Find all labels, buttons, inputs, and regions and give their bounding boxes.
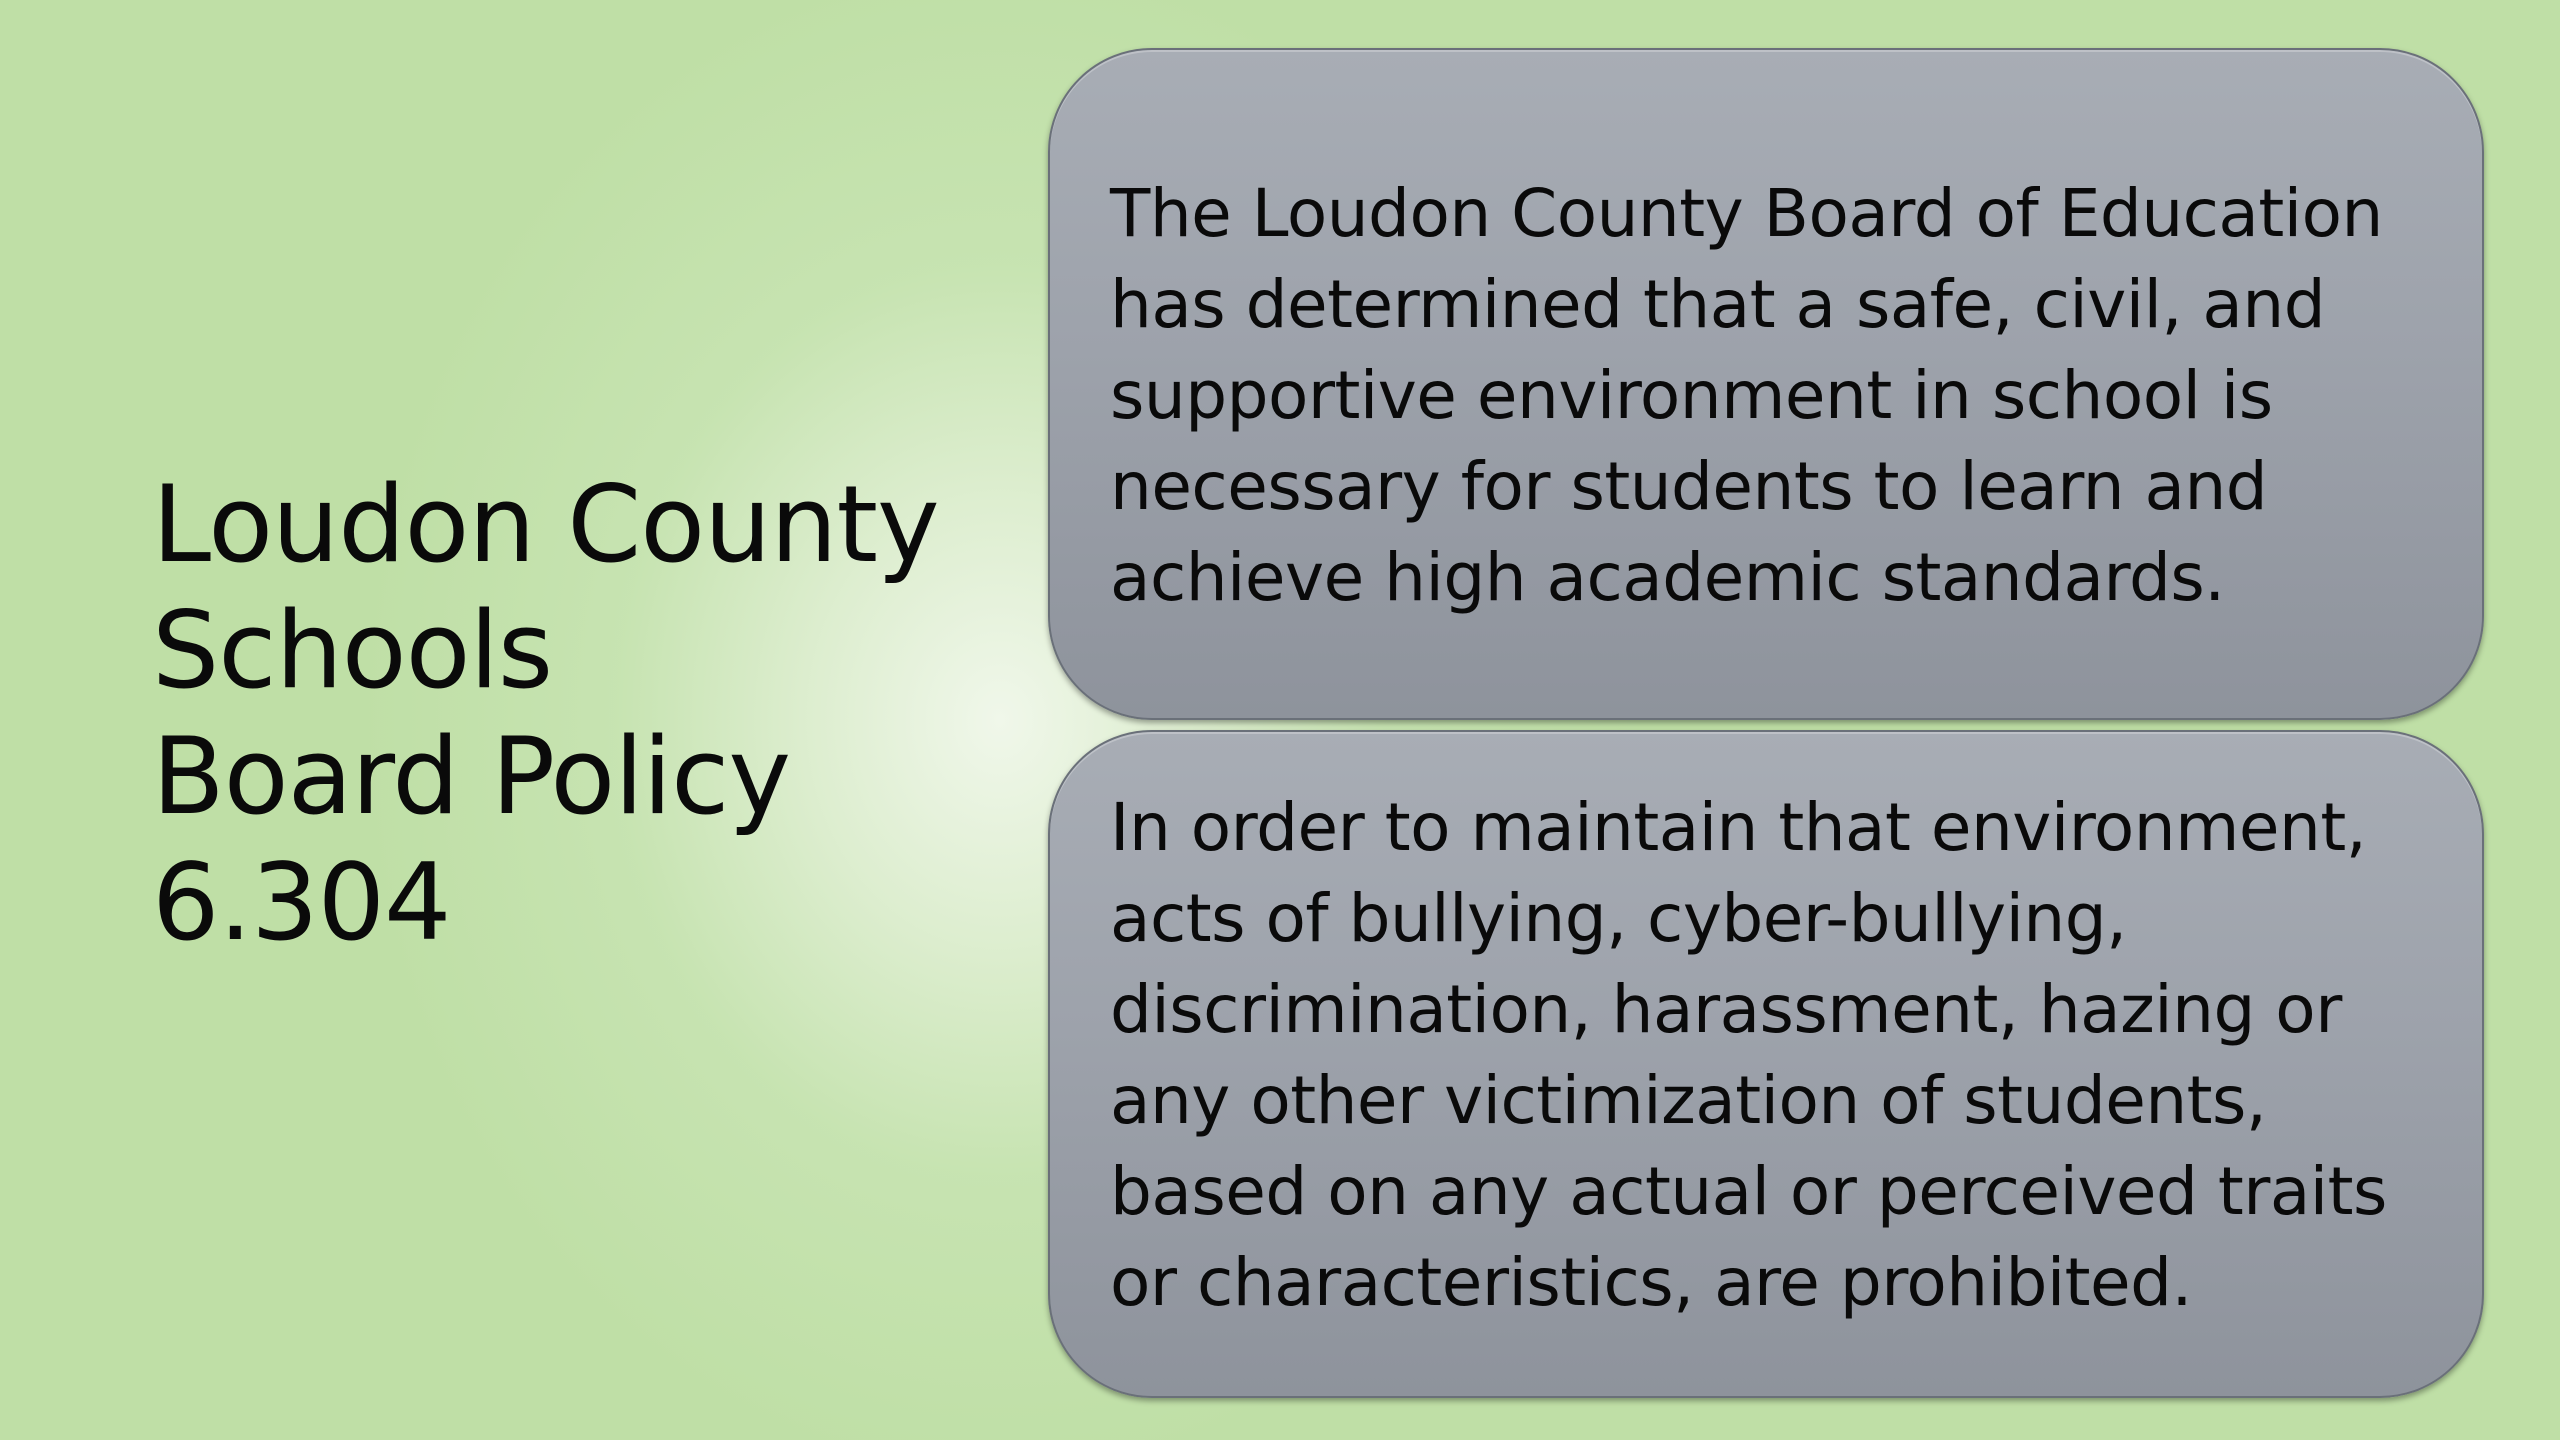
- slide-title: [152, 462, 1012, 966]
- title-line: Schools: [152, 589, 553, 712]
- text-line: discrimination, harassment, hazing or: [1110, 971, 2342, 1048]
- text-line: In order to maintain that environment,: [1110, 789, 2367, 866]
- text-line: acts of bullying, cyber-bullying,: [1110, 880, 2127, 957]
- text-line: supportive environment in school is: [1110, 357, 2273, 434]
- text-line: has determined that a safe, civil, and: [1110, 266, 2326, 343]
- policy-statement-box: [1048, 48, 2484, 720]
- title-line: Board Policy: [152, 715, 791, 838]
- title-line: 6.304: [152, 841, 451, 964]
- prohibited-acts-box: [1048, 730, 2484, 1398]
- text-line: achieve high academic standards.: [1110, 539, 2225, 616]
- policy-statement-text: [1110, 168, 2426, 623]
- text-line: any other victimization of students,: [1110, 1062, 2267, 1139]
- text-line: necessary for students to learn and: [1110, 448, 2268, 525]
- text-line: based on any actual or perceived traits: [1110, 1153, 2387, 1230]
- text-line: or characteristics, are prohibited.: [1110, 1244, 2193, 1321]
- text-line: The Loudon County Board of Education: [1110, 175, 2383, 252]
- title-line: Loudon County: [152, 463, 939, 586]
- prohibited-acts-text: [1110, 782, 2426, 1328]
